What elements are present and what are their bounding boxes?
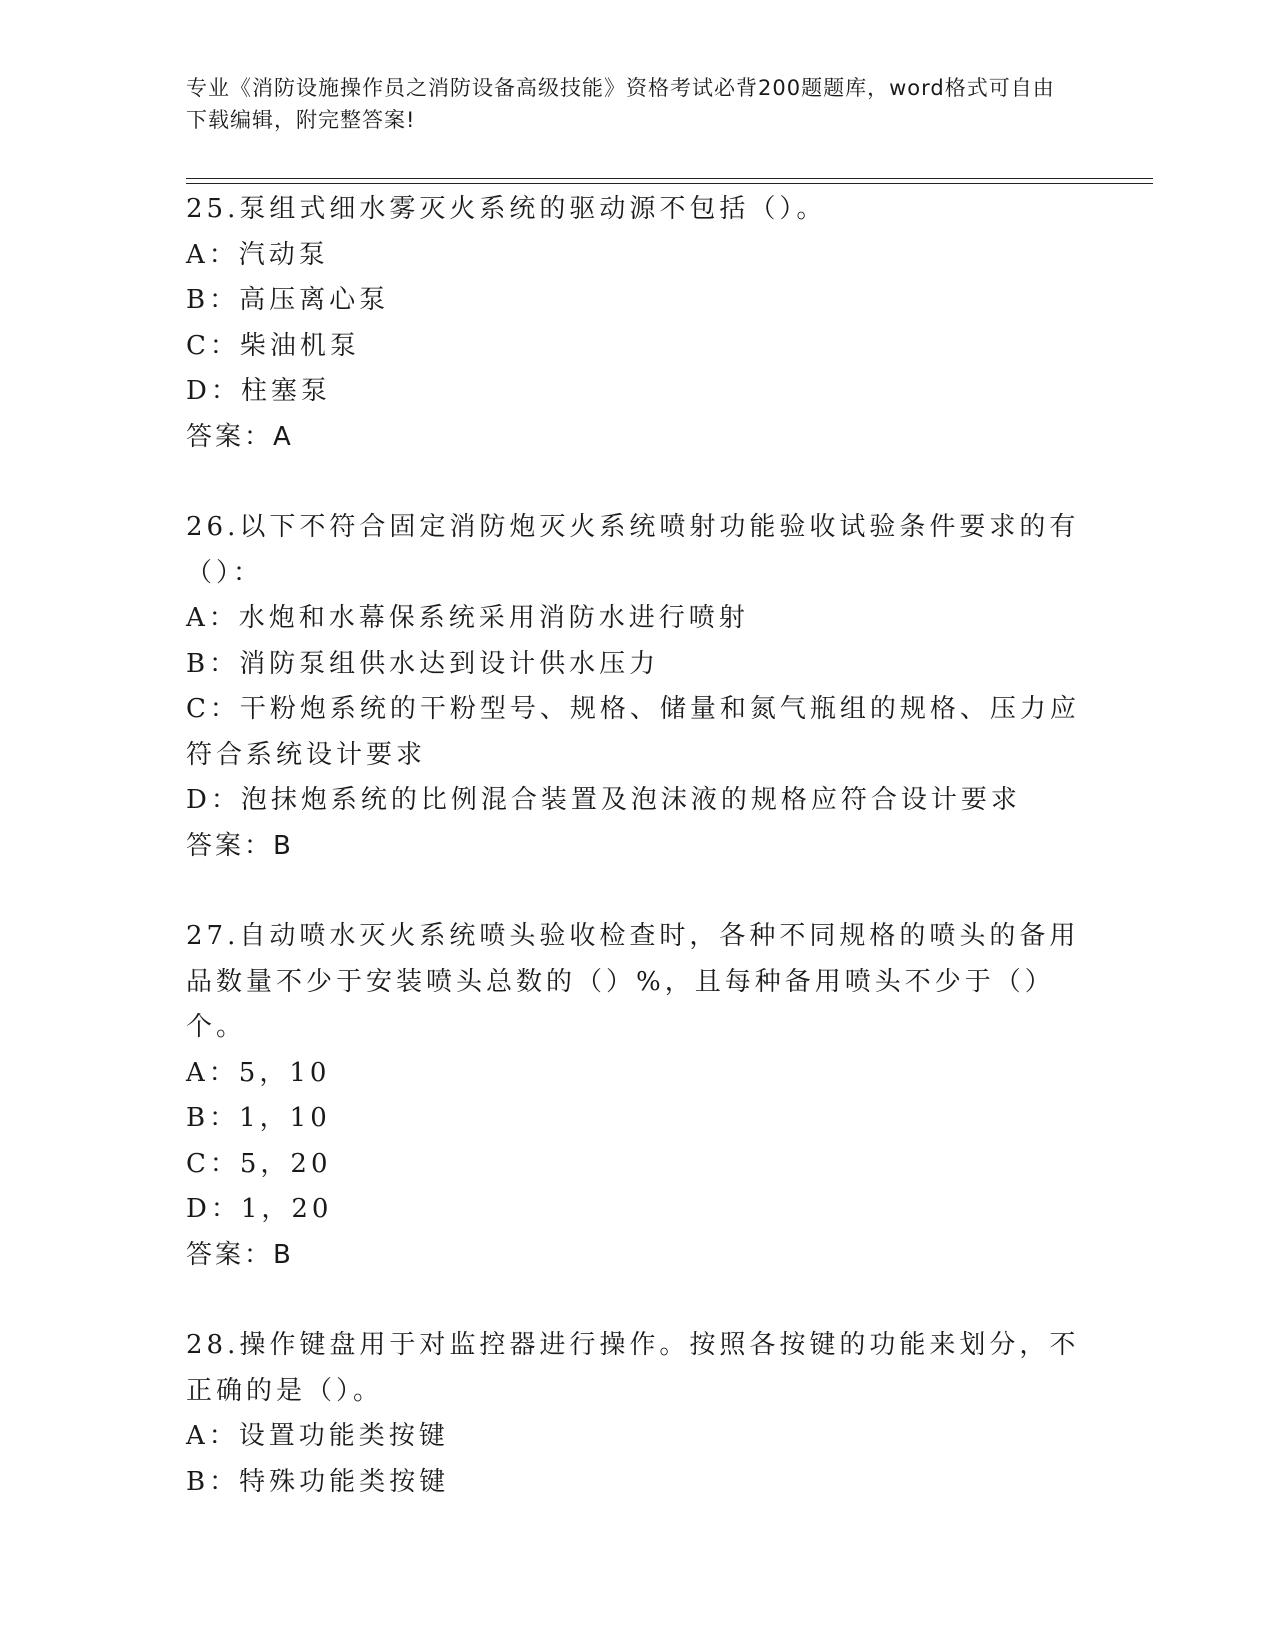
option-c: C：干粉炮系统的干粉型号、规格、储量和氮气瓶组的规格、压力应符合系统设计要求 <box>186 694 1080 770</box>
answer-line: 答案：B <box>186 830 294 861</box>
question-28 <box>186 1323 1086 1505</box>
option-d: D：柱塞泵 <box>186 376 331 406</box>
option-a: A：汽动泵 <box>186 239 329 270</box>
option-b: B：消防泵组供水达到设计供水压力 <box>186 648 660 679</box>
option-b: B：1，10 <box>186 1103 331 1133</box>
option-c: C：柴油机泵 <box>186 330 360 361</box>
option-a: A：设置功能类按键 <box>186 1421 449 1451</box>
option-d: D：1，20 <box>186 1194 333 1224</box>
answer-line: 答案：B <box>186 1239 294 1270</box>
option-b: B：特殊功能类按键 <box>186 1466 450 1497</box>
option-a: A：5，10 <box>186 1057 331 1088</box>
answer-line: 答案：A <box>186 421 294 452</box>
option-d: D：泡抹炮系统的比例混合装置及泡沫液的规格应符合设计要求 <box>186 785 1021 815</box>
question-27 <box>186 914 1086 1278</box>
question-stem: 25.泵组式细水雾灭火系统的驱动源不包括（）。 <box>186 194 827 224</box>
header-divider <box>186 178 1153 184</box>
question-stem: 28.操作键盘用于对监控器进行操作。按照各按键的功能来划分，不正确的是（）。 <box>186 1330 1080 1406</box>
question-stem: 27.自动喷水灭火系统喷头验收检查时，各种不同规格的喷头的备用品数量不少于安装喷头总数的（）%，且每种备用喷头不少于（）个。 <box>186 921 1080 1042</box>
question-25 <box>186 187 1086 460</box>
question-stem: 26.以下不符合固定消防炮灭火系统喷射功能验收试验条件要求的有（）： <box>186 512 1080 588</box>
option-b: B：高压离心泵 <box>186 285 390 315</box>
question-26 <box>186 505 1086 869</box>
option-a: A：水炮和水幕保系统采用消防水进行喷射 <box>186 603 749 633</box>
page-header-text: 专业《消防设施操作员之消防设备高级技能》资格考试必背200题题库，word格式可自由下载编辑，附完整答案! <box>186 76 1055 132</box>
option-c: C：5，20 <box>186 1148 332 1179</box>
question-list <box>186 187 1086 1550</box>
